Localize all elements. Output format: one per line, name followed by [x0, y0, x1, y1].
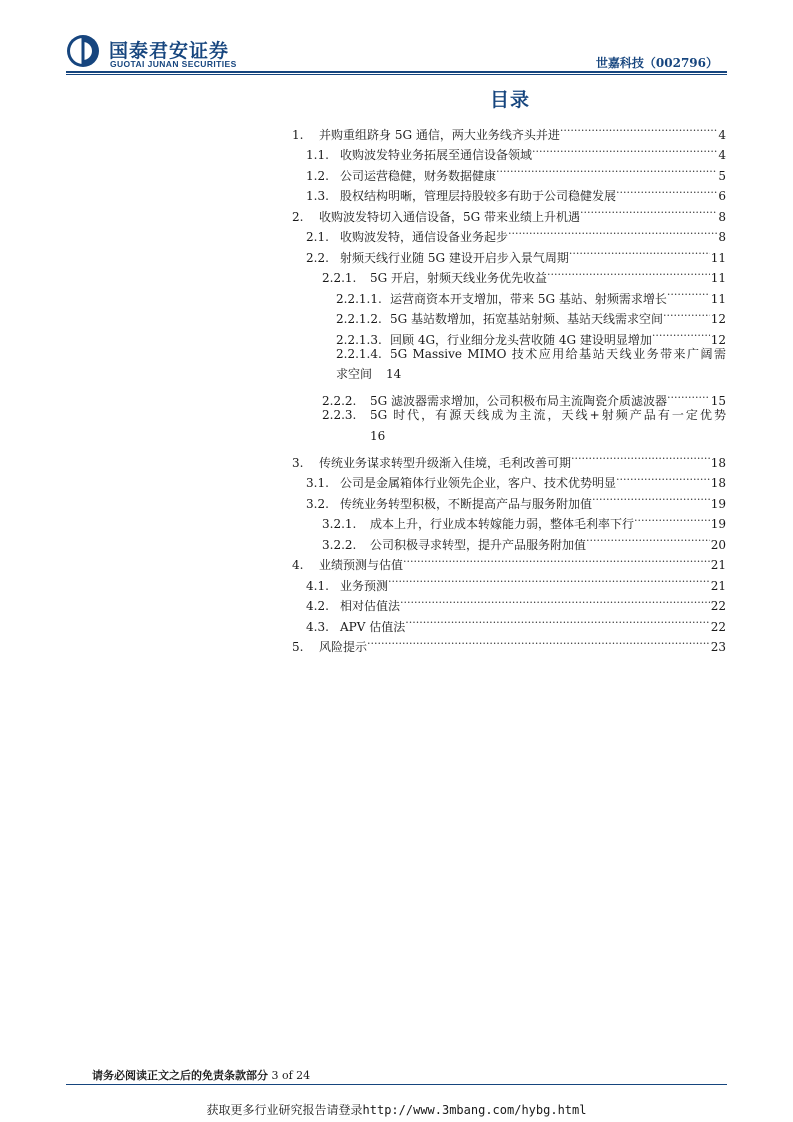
toc-entry-text: 收购波发特，通信设备业务起步: [340, 230, 509, 244]
toc-entry-text: 运营商资本开支增加，带来 5G 基站、射频需求增长: [390, 291, 667, 306]
toc-entry-text: 成本上升，行业成本转嫁能力弱，整体毛利率下行: [370, 517, 635, 531]
toc-entry-wrapped: [370, 405, 726, 446]
toc-entry-page: 8: [718, 209, 726, 224]
toc-entry-page: 11: [710, 271, 726, 285]
toc-leader-dots: [663, 303, 710, 324]
toc-entry[interactable]: [286, 344, 726, 385]
header-divider-thin: [66, 74, 727, 75]
toc-entry-number: 2.2.1.: [322, 271, 357, 285]
toc-entry-text: 公司积极寻求转型，提升产品服务附加值: [370, 537, 587, 552]
toc-entry-page: 19: [710, 496, 726, 511]
toc-leader-dots: [496, 159, 717, 180]
toc-entry-page: 4: [718, 148, 726, 162]
toc-entry-number: 4.2.: [306, 599, 329, 613]
toc-entry-number: 3.: [292, 455, 304, 470]
toc-entry-page: 11: [710, 291, 726, 306]
toc-entry-text-continued: 求空间: [336, 367, 373, 381]
toc-entry-number: 1.: [292, 127, 304, 142]
toc-entry-page: 20: [710, 537, 726, 552]
toc-leader-dots: [547, 262, 710, 283]
toc-entry-number: 2.1.: [306, 230, 329, 244]
toc-leader-dots: [400, 590, 710, 611]
toc-entry-page: 4: [718, 127, 726, 142]
toc-leader-dots: [403, 549, 710, 570]
toc-leader-dots: [388, 569, 710, 590]
toc-entry-number: 1.2.: [306, 168, 329, 183]
toc-entry[interactable]: [286, 446, 726, 470]
footer-report-link[interactable]: 获取更多行业研究报告请登录http://www.3mbang.com/hybg.html: [206, 1103, 587, 1117]
toc-entry-page: 18: [710, 455, 726, 470]
toc-entry-number: 2.2.1.4.: [336, 346, 382, 361]
toc-leader-dots: [667, 282, 710, 303]
company-ticker: 世嘉科技（002796）: [595, 56, 718, 70]
footer-disclaimer: [92, 1067, 310, 1083]
toc-entry-page: 8: [718, 230, 726, 244]
toc-entry-text: 业务预测: [340, 578, 389, 593]
toc-entry-text: 风险提示: [319, 640, 368, 654]
guotai-junan-logo-icon: [66, 34, 100, 68]
toc-entry-number: 3.2.2.: [322, 537, 357, 552]
toc-entry[interactable]: [286, 118, 726, 142]
toc-entry-page: 23: [710, 640, 726, 654]
disclaimer-text: 请务必阅读正文之后的免责条款部分: [92, 1069, 268, 1082]
toc-entry-text: 股权结构明晰，管理层持股较多有助于公司稳健发展: [340, 189, 617, 203]
toc-entry-page: 16: [370, 428, 386, 443]
toc-entry-page: 14: [386, 367, 402, 381]
toc-entry-text: 5G 滤波器需求增加，公司积极布局主流陶瓷介质滤波器: [370, 394, 668, 408]
toc-entry-text: 公司是金属箱体行业领先企业，客户、技术优势明显: [340, 476, 617, 490]
toc-entry-page: 19: [710, 517, 726, 531]
table-of-contents: [286, 118, 726, 654]
toc-entry-text: 传统业务转型积极，不断提高产品与服务附加值: [340, 496, 593, 511]
toc-leader-dots: [667, 385, 710, 406]
page-info: 3 of 24: [271, 1069, 311, 1082]
toc-leader-dots: [616, 180, 717, 201]
toc-title: 目录: [489, 89, 530, 111]
toc-entry-number: 2.2.3.: [322, 408, 357, 422]
toc-leader-dots: [586, 528, 710, 549]
toc-entry-number: 4.3.: [306, 619, 329, 634]
toc-entry-number: 3.1.: [306, 476, 329, 490]
toc-entry-text: 射频天线行业随 5G 建设开启步入景气周期: [340, 250, 569, 265]
toc-leader-dots: [571, 446, 710, 467]
toc-entry-page: 22: [710, 599, 726, 613]
toc-leader-dots: [405, 610, 709, 631]
toc-entry-number: 2.2.1.1.: [336, 291, 382, 306]
toc-entry-text: 收购波发特切入通信设备，5G 带来业绩上升机遇: [319, 209, 581, 224]
toc-entry-number: 1.1.: [306, 148, 329, 162]
toc-entry-page: 15: [710, 394, 726, 408]
toc-entry-number: 3.2.1.: [322, 517, 357, 531]
toc-leader-dots: [508, 221, 717, 242]
toc-entry-text: 收购波发特业务拓展至通信设备领域: [340, 148, 533, 162]
toc-entry-page: 18: [710, 476, 726, 490]
toc-entry-page: 12: [710, 312, 726, 326]
toc-entry-text: APV 估值法: [340, 619, 406, 634]
toc-leader-dots: [367, 631, 710, 652]
toc-leader-dots: [580, 200, 717, 221]
footer-divider: [66, 1084, 727, 1085]
toc-entry-number: 3.2.: [306, 496, 329, 511]
toc-entry-number: 2.: [292, 209, 304, 224]
toc-entry-text: 相对估值法: [340, 599, 401, 613]
toc-entry-page: 21: [710, 578, 726, 593]
toc-leader-dots: [532, 139, 717, 160]
logo-chinese-name: 国泰君安证券: [109, 40, 230, 62]
toc-entry-page: 5: [718, 168, 726, 183]
toc-entry-number: 2.2.2.: [322, 394, 357, 408]
toc-leader-dots: [616, 467, 710, 488]
toc-entry-text: 传统业务谋求转型升级渐入佳境，毛利改善可期: [319, 455, 572, 470]
toc-entry-number: 5.: [292, 640, 304, 654]
toc-leader-dots: [634, 508, 710, 529]
toc-entry-text: 业绩预测与估值: [319, 558, 404, 572]
toc-entry-text: 5G 开启，射频天线业务优先收益: [370, 271, 548, 285]
toc-leader-dots: [592, 487, 710, 508]
toc-entry-text: 公司运营稳健，财务数据健康: [340, 168, 497, 183]
toc-entry-text: 5G 基站数增加，拓宽基站射频、基站天线需求空间: [390, 312, 664, 326]
toc-entry-text: 并购重组跻身 5G 通信，两大业务线齐头并进: [319, 127, 560, 142]
page-header: [0, 0, 793, 80]
header-divider: [66, 71, 727, 73]
toc-entry-number: 2.2.: [306, 250, 329, 265]
toc-entry-page: 11: [710, 250, 726, 265]
toc-entry-continuation: [336, 364, 726, 385]
toc-entry-number: 1.3.: [306, 189, 329, 203]
toc-entry-page: 22: [710, 619, 726, 634]
toc-entry-number: 4.1.: [306, 578, 329, 593]
toc-leader-dots: [560, 118, 718, 139]
toc-entry-number: 2.2.1.2.: [336, 312, 382, 326]
toc-entry-text: 5G Massive MIMO 技术应用给基站天线业务带来广阔需: [390, 346, 726, 361]
toc-entry-text: 5G 时代，有源天线成为主流，天线+射频产品有一定优势: [370, 408, 726, 422]
toc-leader-dots: [652, 323, 710, 344]
toc-leader-dots: [569, 241, 710, 262]
toc-entry[interactable]: [286, 385, 726, 406]
logo-english-name: GUOTAI JUNAN SECURITIES: [110, 59, 237, 69]
toc-entry-page: 21: [710, 558, 726, 572]
toc-entry-page: 12: [710, 332, 726, 347]
toc-entry[interactable]: [286, 405, 726, 446]
toc-entry-page: 6: [718, 189, 726, 203]
toc-entry-text: 回顾 4G，行业细分龙头营收随 4G 建设明显增加: [390, 332, 652, 347]
toc-entry-number: 2.2.1.3.: [336, 332, 382, 347]
toc-entry-number: 4.: [292, 558, 304, 572]
